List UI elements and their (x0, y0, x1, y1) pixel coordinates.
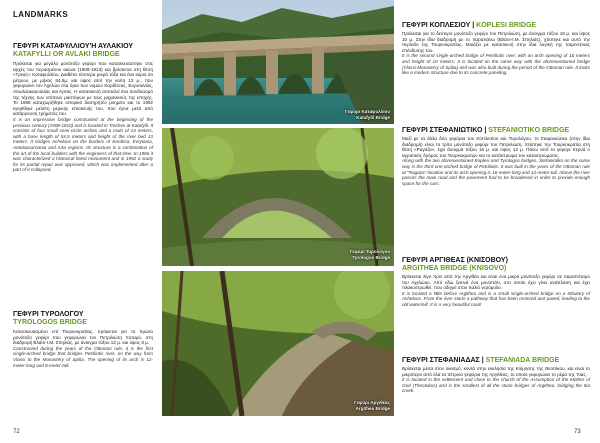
kopleisi-title: ΓΕΦΥΡΙ ΚΟΠΛΕΣΙΟΥ | KOPLESI BRIDGE (402, 22, 537, 29)
argithea-caption-en: Argithea Bridge (355, 405, 390, 411)
stefaniada-section (402, 357, 590, 394)
stefaniotiko-text-en: Along with the two aforementioned Koplesi and Tyrologos bridges, Stefaniotiko on the same way is the third one-arched bridge of Petriliotis. It was built in the years of the Ottoman rule at "Ragaza" location and its arch opening is 16-meter-long and 12-meter-tall. Above the river passes the main road and the pavement had to be broadened in order to provide enough space for the cars. (402, 158, 590, 186)
argithea-bridge-illustration (162, 271, 394, 416)
stefaniada-title-gr: ΓΕΦΥΡΙ ΣΤΕΦΑΝΙΑΔΑΣ (402, 357, 480, 364)
argithea-title-gr: ΓΕΦΥΡΙ ΑΡΓΙΘΕΑΣ (ΚΝΙΣΟΒΟΥ) (402, 257, 508, 264)
argithea-text-en: It is located a little before Argithea and is a small single-arched bridge on a tributary of Acheloos. From the river starts a pathway that has been restored and paved, leading to the old watermill. It is a very beautiful road! (402, 290, 590, 307)
tyrologos-bridge-photo (162, 128, 394, 266)
argithea-title-en: ARGITHEA BRIDGE (KNISOVO) (402, 265, 507, 272)
katafylli-caption (345, 109, 390, 120)
katafylli-title-gr: ΓΕΦΥΡΙ ΚΑΤΑΦΥΛΛΙΟΥ'Η ΑΥΛΑΚΙΟΥ (13, 43, 134, 50)
stefaniada-text-en: It is located in the settlement and close to the church of the Assumption of the Mother of God (Theotokos) and is the smallest of all the stone bridges of Argithea, bridging the Itia creek. (402, 377, 590, 394)
kopleisi-text-en: It is the second single-arched bridge of Petriliotis river, with an arch opening of 16 meters and height of 10 meters. It is located on the same way with the aforementioned bridge (Vlassi-Monastery of Spilia) and was also built during the period of the Ottoman rule. It looks like a modern structure due to its concrete paneling. (402, 53, 590, 76)
tyrologos-section (13, 311, 153, 368)
argithea-text-gr: Βρίσκεται λίγο πριν από την Αργιθέα και είναι ένα μικρό μονότοξο γεφύρι σε παραπόταμο του Αχελώου. Από εδώ ξεκινά ένα μονοπάτι, στο οποίο έχει γίνει ανάπλαση και έχει πλακοστρωθεί, που οδηγεί στον παλιό νερόμυλο. (402, 274, 590, 291)
page-number-left: 72 (13, 429, 20, 435)
kopleisi-text-gr: Πρόκειται για το δεύτερο μονότοξο γεφύρι του Πετριλιώτη, με άνοιγμα τόξου 16 μ. και ύψος 10 μ. Στην ίδια διαδρομή με το παραπάνω (Βλάσι-Ι.Μ. Σπηλιάς), χτίστηκε και αυτό την περίοδο της Τουρκοκρατίας. Μοιάζει με κατασκευή στην ίδια λογική της τσιμεντένιας επένδυσης του. (402, 31, 590, 53)
katafylli-text-en: It is an impressive bridge constructed at the beginning of the previous century (1908-1910) and is located in Treches at Katafylli. It consists of four small semi-circle arches and a main of 24 meters, with a base length of 54,5 meters and height of the river bed 13 meters. It bridges Acheloos on the borders of Karditsa, Evrytania, Aetoloacarnania and Arta regions. Its structure is a combination of the art of the local builders with the engineers of that time. In 1986 it was characterized a historical listed monument and in 1992 a study for its partial repair was approved, which was implemented after a part of it collapsed. (13, 116, 153, 173)
tyrologos-caption-gr: Γεφύρι Τυρολόγου (349, 249, 390, 255)
katafylli-title-en: KATAFYLLI OR AVLAKI BRIDGE (13, 51, 120, 58)
kopleisi-title-en: KOPLESI BRIDGE (476, 22, 537, 29)
tyrologos-bridge-illustration (162, 128, 394, 266)
katafylli-text-gr: Πρόκειται για μεγάλο μονότοξο γεφύρι που κατασκευάστηκε στις αρχές του περασμένου αιώνα (1908-1913) και βρίσκεται στη θέση «Τρειές» Καταφυλλίου. Διαθέτει τέσσερα μικρά τόξα και ένα κύριο 24 μέτρων, με μήκος 54,5μ. και ύψος από την κοίτη 13 μ., που γεφυρώνει τον Αχελώο στα όρια των νομών Καρδίτσας, Ευρυτανίας, Αιτωλοακαρνανίας και Άρτας. Η κατασκευή αποτελεί ένα συνδυασμό της τέχνης των ντόπιων μαστόρων με τους μηχανικούς της εποχής. Το 1986 καταχωρήθηκε ιστορικό διατηρητέο μνημείο και το 1992 εγκρίθηκε μελέτη μερικής επισκευής του, που έγινε μετά από κατάρρευση τμήματός του. (13, 61, 153, 117)
katafylli-bridge-photo (162, 0, 394, 124)
tyrologos-title-en: TYROLOGOS BRIDGE (13, 319, 87, 326)
tyrologos-text-gr: Κατασκευασμένο επί Τουρκοκρατίας, πρόκειται για το πρώτο μονότοξο γεφύρι που γεφυρώνει τον Πετριλιώτη ποταμό, στη διαδρομή Βλάσι-Ι.Μ. Σπηλιάς, με άνοιγμα τόξου 12 μ. και ύψος 8 μ. (13, 329, 153, 346)
argithea-bridge-photo (162, 271, 394, 416)
tyrologos-caption-en: Tyrologos Bridge (352, 254, 390, 260)
tyrologos-title-gr: ΓΕΦΥΡΙ ΤΥΡΟΛΟΓΟΥ (13, 311, 84, 318)
katafylli-caption-gr: Γεφύρι Καταφυλλίου (345, 109, 390, 115)
stefaniada-text-gr: Βρίσκεται μέσα στον οικισμό, κοντά στην εκκλησία της Κοίμησης της Θεοτόκου, και είναι το μικρότερο από όλα τα πέτρινα γεφύρια της Αργιθέας, το οποίο γεφυρώνει το ρέμα της Ίτιας. (402, 366, 590, 377)
stefaniotiko-section (402, 127, 590, 186)
kopleisi-title-gr: ΓΕΦΥΡΙ ΚΟΠΛΕΣΙΟΥ (402, 22, 471, 29)
stefaniada-title: ΓΕΦΥΡΙ ΣΤΕΦΑΝΙΑΔΑΣ | STEFANIADA BRIDGE (402, 357, 560, 364)
stefaniotiko-text-gr: Μαζί με τα άλλα δύο γεφύρια του Κοπλεσίου και Τυρολόγου, το Στεφανιώτικο (στην ίδια διαδρομή) είναι το τρίτο μονότοξο γεφύρι του Πετριλιώτη. Χτίστηκε την Τουρκοκρατία στη θέση «Ραγάζα», έχει άνοιγμα τόξου 16 μ. και ύψος 12 μ. Πάνω από το γεφύρι περνά ο αγροτικός δρόμος του Τουρκοκρατών και το κατάστρωμα του καταστρώματος. (402, 136, 590, 158)
argithea-section (402, 257, 590, 308)
kopleisi-section (402, 22, 590, 76)
argithea-caption (354, 400, 390, 411)
stefaniotiko-title: ΓΕΦΥΡΙ ΣΤΕΦΑΝΙΩΤΙΚΟ | STEFANIOTIKO BRIDGE (402, 127, 570, 134)
katafylli-section (13, 43, 153, 173)
tyrologos-text-en: Constructed during the years of the Ottoman rule, it is the first single-arched bridge that bridges Petriliotis river, on the way from Vlassi to the Monastery of Spilia. The opening of its arch is 12-meter-long and 8-meter-tall. (13, 345, 153, 368)
stefaniada-title-en: STEFANIADA BRIDGE (485, 357, 560, 364)
page-number-right: 73 (574, 429, 581, 435)
argithea-caption-gr: Γεφύρι Αργιθέας (354, 400, 390, 406)
tyrologos-caption (350, 249, 390, 260)
section-heading: LANDMARKS (13, 10, 69, 19)
stefaniotiko-title-en: STEFANIOTIKO BRIDGE (488, 127, 570, 134)
katafylli-bridge-illustration (162, 0, 394, 124)
stefaniotiko-title-gr: ΓΕΦΥΡΙ ΣΤΕΦΑΝΙΩΤΙΚΟ (402, 127, 483, 134)
katafylli-caption-en: Katafylli Bridge (356, 114, 390, 120)
